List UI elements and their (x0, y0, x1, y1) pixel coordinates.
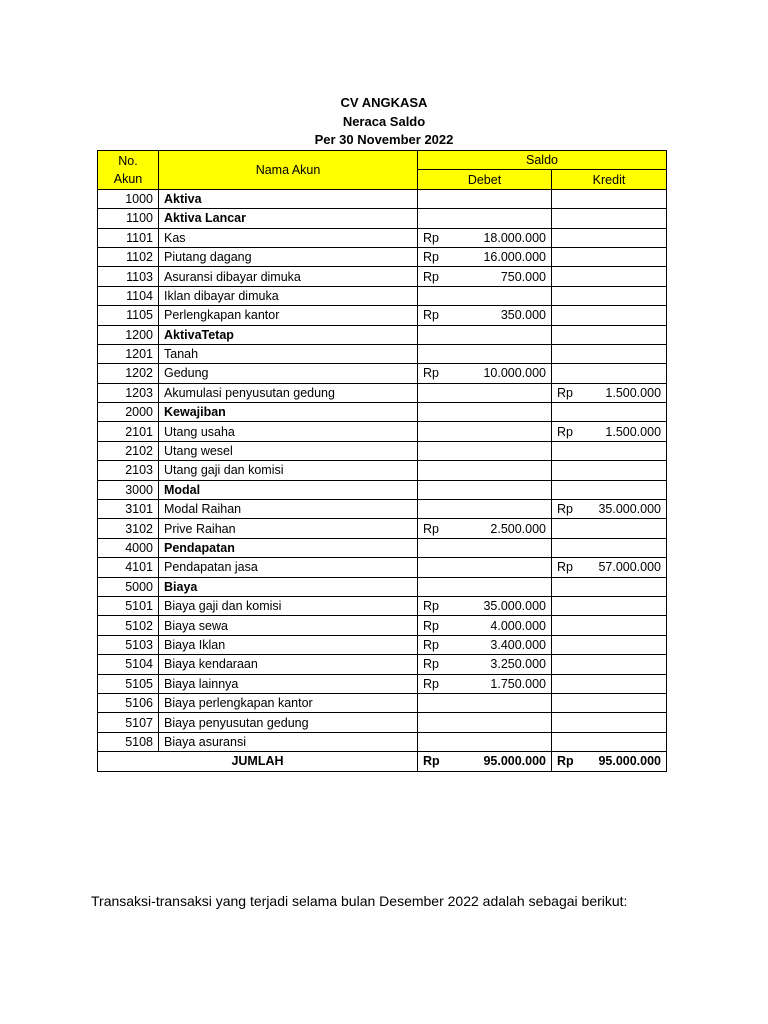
account-number: 2000 (98, 403, 159, 422)
kredit-cell (552, 558, 667, 577)
kredit-cell (552, 209, 667, 228)
kredit-cell (552, 247, 667, 266)
kredit-cell (552, 286, 667, 305)
debet-cell (418, 247, 552, 266)
col-header-no-line1: No. (118, 153, 138, 168)
account-number: 5102 (98, 616, 159, 635)
debet-cell (418, 383, 552, 402)
debet-cell (418, 209, 552, 228)
account-number: 3102 (98, 519, 159, 538)
debet-cell (418, 441, 552, 460)
account-name: Biaya penyusutan gedung (159, 713, 418, 732)
debet-cell (418, 364, 552, 383)
debet-cell (418, 500, 552, 519)
debet-value: 4.000.000 (490, 618, 546, 633)
debet-cell (418, 674, 552, 693)
debet-value: 18.000.000 (483, 230, 546, 245)
kredit-cell (552, 364, 667, 383)
currency-label: Rp (557, 385, 573, 400)
account-number: 2101 (98, 422, 159, 441)
col-header-nama-akun: Nama Akun (159, 151, 418, 190)
account-name: Kewajiban (159, 403, 418, 422)
table-row (98, 461, 667, 480)
account-name: Modal Raihan (159, 500, 418, 519)
total-kredit-value: 95.000.000 (598, 754, 662, 769)
ledger-body (98, 189, 667, 751)
account-name: Biaya (159, 577, 418, 596)
debet-cell (418, 267, 552, 286)
account-name: AktivaTetap (159, 325, 418, 344)
kredit-cell (552, 344, 667, 363)
debet-cell (418, 616, 552, 635)
table-row (98, 732, 667, 751)
col-header-kredit: Kredit (552, 170, 667, 189)
debet-cell (418, 596, 552, 615)
account-name: Biaya Iklan (159, 635, 418, 654)
currency-label: Rp (423, 521, 439, 536)
account-name: Biaya lainnya (159, 674, 418, 693)
kredit-cell (552, 674, 667, 693)
table-row (98, 228, 667, 247)
table-row (98, 635, 667, 654)
debet-value: 16.000.000 (483, 250, 546, 265)
transactions-intro-text: Transaksi-transaksi yang terjadi selama bulan Desember 2022 adalah sebagai berikut: (91, 893, 628, 909)
account-number: 5000 (98, 577, 159, 596)
kredit-cell (552, 403, 667, 422)
currency-label: Rp (423, 366, 439, 381)
account-number: 5108 (98, 732, 159, 751)
account-number: 1000 (98, 189, 159, 208)
col-header-no-akun (98, 151, 159, 190)
account-number: 5106 (98, 693, 159, 712)
account-name: Utang wesel (159, 441, 418, 460)
kredit-value: 1.500.000 (605, 424, 662, 439)
account-name: Akumulasi penyusutan gedung (159, 383, 418, 402)
debet-cell (418, 655, 552, 674)
kredit-cell (552, 655, 667, 674)
debet-value: 750.000 (500, 269, 546, 284)
currency-label: Rp (557, 560, 573, 575)
debet-cell (418, 228, 552, 247)
account-number: 1104 (98, 286, 159, 305)
table-row (98, 306, 667, 325)
table-row (98, 422, 667, 441)
kredit-value: 57.000.000 (598, 560, 662, 575)
table-row (98, 693, 667, 712)
account-name: Modal (159, 480, 418, 499)
account-number: 1200 (98, 325, 159, 344)
table-row (98, 713, 667, 732)
table-row (98, 441, 667, 460)
account-name: Aktiva Lancar (159, 209, 418, 228)
debet-cell (418, 480, 552, 499)
debet-cell (418, 558, 552, 577)
table-row (98, 209, 667, 228)
kredit-cell (552, 538, 667, 557)
table-row (98, 500, 667, 519)
currency-label: Rp (423, 637, 439, 652)
account-number: 1105 (98, 306, 159, 325)
table-row (98, 344, 667, 363)
account-name: Utang gaji dan komisi (159, 461, 418, 480)
total-label: JUMLAH (98, 752, 418, 771)
account-name: Perlengkapan kantor (159, 306, 418, 325)
account-name: Kas (159, 228, 418, 247)
debet-value: 1.750.000 (490, 676, 546, 691)
debet-cell (418, 344, 552, 363)
account-name: Iklan dibayar dimuka (159, 286, 418, 305)
table-row (98, 596, 667, 615)
account-number: 5107 (98, 713, 159, 732)
account-number: 1100 (98, 209, 159, 228)
table-row (98, 655, 667, 674)
account-name: Biaya gaji dan komisi (159, 596, 418, 615)
account-number: 3000 (98, 480, 159, 499)
table-row (98, 383, 667, 402)
table-row (98, 247, 667, 266)
kredit-value: 1.500.000 (605, 385, 662, 400)
kredit-cell (552, 383, 667, 402)
currency-label: Rp (423, 599, 439, 614)
currency-label: Rp (423, 269, 439, 284)
currency-label: Rp (423, 618, 439, 633)
kredit-cell (552, 325, 667, 344)
debet-cell (418, 461, 552, 480)
account-name: Biaya sewa (159, 616, 418, 635)
account-number: 1203 (98, 383, 159, 402)
kredit-cell (552, 461, 667, 480)
account-number: 1202 (98, 364, 159, 383)
debet-value: 35.000.000 (483, 599, 546, 614)
account-number: 3101 (98, 500, 159, 519)
currency-label: Rp (423, 754, 440, 769)
table-row (98, 364, 667, 383)
currency-label: Rp (557, 502, 573, 517)
kredit-cell (552, 635, 667, 654)
total-debet-value: 95.000.000 (483, 754, 546, 769)
account-name: Aktiva (159, 189, 418, 208)
debet-cell (418, 403, 552, 422)
debet-cell (418, 538, 552, 557)
kredit-cell (552, 228, 667, 247)
kredit-cell (552, 616, 667, 635)
kredit-cell (552, 306, 667, 325)
kredit-cell (552, 732, 667, 751)
kredit-cell (552, 713, 667, 732)
debet-cell (418, 306, 552, 325)
account-name: Biaya kendaraan (159, 655, 418, 674)
company-name: CV ANGKASA (340, 95, 428, 110)
currency-label: Rp (423, 230, 439, 245)
account-number: 4101 (98, 558, 159, 577)
table-row (98, 286, 667, 305)
debet-cell (418, 732, 552, 751)
account-number: 1103 (98, 267, 159, 286)
account-name: Biaya perlengkapan kantor (159, 693, 418, 712)
account-name: Piutang dagang (159, 247, 418, 266)
kredit-cell (552, 267, 667, 286)
kredit-cell (552, 577, 667, 596)
debet-value: 3.400.000 (490, 637, 546, 652)
report-period: Per 30 November 2022 (314, 132, 454, 147)
account-name: Utang usaha (159, 422, 418, 441)
table-row (98, 519, 667, 538)
table-row (98, 577, 667, 596)
account-number: 1102 (98, 247, 159, 266)
account-name: Pendapatan (159, 538, 418, 557)
kredit-value: 35.000.000 (598, 502, 662, 517)
table-row (98, 558, 667, 577)
kredit-cell (552, 441, 667, 460)
report-name: Neraca Saldo (342, 113, 426, 129)
account-number: 4000 (98, 538, 159, 557)
table-row (98, 267, 667, 286)
account-name: Prive Raihan (159, 519, 418, 538)
debet-cell (418, 577, 552, 596)
total-kredit-cell (552, 752, 667, 771)
debet-value: 3.250.000 (490, 657, 546, 672)
debet-cell (418, 635, 552, 654)
account-name: Pendapatan jasa (159, 558, 418, 577)
account-name: Asuransi dibayar dimuka (159, 267, 418, 286)
kredit-cell (552, 189, 667, 208)
report-title-block (0, 94, 768, 150)
table-row (98, 189, 667, 208)
kredit-cell (552, 422, 667, 441)
account-number: 5104 (98, 655, 159, 674)
kredit-cell (552, 480, 667, 499)
table-row (98, 674, 667, 693)
table-row (98, 480, 667, 499)
table-row (98, 616, 667, 635)
account-number: 2103 (98, 461, 159, 480)
table-row (98, 325, 667, 344)
debet-value: 10.000.000 (483, 366, 546, 381)
account-number: 5105 (98, 674, 159, 693)
debet-cell (418, 693, 552, 712)
currency-label: Rp (557, 754, 574, 769)
debet-cell (418, 325, 552, 344)
account-name: Tanah (159, 344, 418, 363)
currency-label: Rp (423, 250, 439, 265)
account-number: 2102 (98, 441, 159, 460)
debet-cell (418, 286, 552, 305)
kredit-cell (552, 596, 667, 615)
kredit-cell (552, 500, 667, 519)
debet-cell (418, 713, 552, 732)
col-header-no-line2: Akun (113, 171, 143, 186)
account-number: 5103 (98, 635, 159, 654)
account-number: 1101 (98, 228, 159, 247)
debet-value: 2.500.000 (490, 521, 546, 536)
total-debet-cell (418, 752, 552, 771)
currency-label: Rp (557, 424, 573, 439)
account-name: Gedung (159, 364, 418, 383)
currency-label: Rp (423, 676, 439, 691)
table-row (98, 538, 667, 557)
kredit-cell (552, 693, 667, 712)
total-row (98, 752, 667, 771)
kredit-cell (552, 519, 667, 538)
col-header-saldo: Saldo (418, 151, 667, 170)
col-header-debet: Debet (418, 170, 552, 189)
account-number: 1201 (98, 344, 159, 363)
trial-balance-table (97, 150, 667, 772)
currency-label: Rp (423, 657, 439, 672)
account-number: 5101 (98, 596, 159, 615)
account-name: Biaya asuransi (159, 732, 418, 751)
table-row (98, 403, 667, 422)
debet-value: 350.000 (500, 308, 546, 323)
debet-cell (418, 422, 552, 441)
debet-cell (418, 519, 552, 538)
debet-cell (418, 189, 552, 208)
currency-label: Rp (423, 308, 439, 323)
